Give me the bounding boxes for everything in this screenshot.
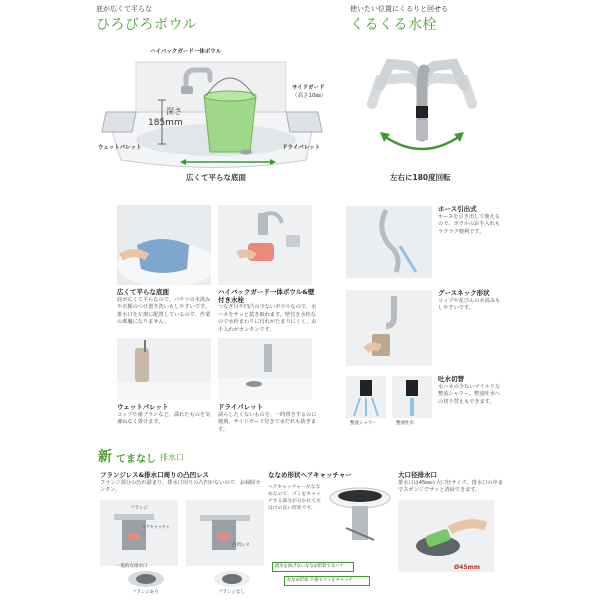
photo-dry-pallet-image — [218, 338, 312, 400]
label-drypallet: ドライパレット — [282, 145, 321, 151]
drain-c3-title: 大口径排水口 — [398, 471, 437, 479]
bowl-drawing — [96, 40, 326, 190]
large-drain-photo — [398, 500, 494, 572]
photo-b1-title: ホース引出式 — [438, 205, 477, 213]
drain-c2-text — [268, 472, 394, 480]
drain-title-a: てまなし — [116, 454, 156, 465]
photo-straight — [392, 376, 432, 418]
photo-hose-image — [346, 206, 432, 278]
drain-c1-text — [100, 472, 264, 495]
label-wetpallet: ウェットパレット — [98, 145, 142, 151]
drain-diameter: Ø45mm — [454, 564, 480, 571]
photo-straight-image — [392, 376, 432, 418]
photo-shower-image — [346, 376, 386, 418]
label-with-flange: フランジあり — [132, 590, 159, 595]
photo-b3-desc: 水ハネの少ないマイルドな整流シャワー。整流吐水への切り替えもできます。 — [438, 383, 501, 405]
photo-a3-text — [117, 404, 211, 427]
label-general: 一般的な排水口 — [116, 564, 148, 569]
label-flat: 凸凹レス — [232, 543, 250, 548]
label-depth-value: 185mm — [148, 118, 183, 128]
photo-shower — [346, 376, 386, 418]
photo-flat-bottom — [117, 205, 211, 285]
large-drain-image — [398, 500, 494, 572]
drain-c3-desc: 排水口は45㎜の大口径サイズ。排水口の中までスポンジでサッと清掃できます。 — [398, 479, 503, 494]
photo-b3-title: 吐水切替 — [438, 375, 464, 383]
photo-a1-text — [117, 289, 211, 327]
drain-new-badge: 新 — [98, 449, 112, 465]
drain-c1-desc: フランジ部分の汚れ溜まり、排水口周りの凸凹がないので、お掃除カンタン。 — [100, 479, 261, 494]
mini-shower-label: 整流シャワー — [350, 421, 377, 426]
photo-gooseneck-image — [346, 290, 432, 366]
photo-wet-pallet-image — [117, 338, 211, 400]
drain-c3-text — [398, 472, 504, 495]
sec1-title: ひろびろボウル — [96, 17, 198, 33]
photo-wet-pallet — [117, 338, 211, 400]
label-hair: ヘアキャッチャー — [142, 524, 170, 535]
photo-dry-pallet — [218, 338, 312, 400]
photo-b3-text — [438, 376, 502, 406]
label-highback: ハイバックガード一体ボウル — [150, 49, 222, 55]
photo-hose — [346, 206, 432, 278]
drain-without-flange-image — [212, 570, 252, 588]
photo-a4-desc: 濡らしたくないものを、一時置きするのに便利。サイドガード付きで水だれも防ぎます。 — [218, 411, 317, 433]
label-without-flange: フランジなし — [218, 590, 245, 595]
photo-a2-desc: つなぎ目や凹凸の少ないボウルなので、水ハネをサッと拭き取れます。壁付き水栓なので水栓まわりに汚れがたまりにくく、お手入れがカンタンです。 — [218, 304, 317, 333]
drain-with-flange-photo — [126, 570, 166, 588]
photo-a2-title: ハイバックガード一体ボウル&壁付き水栓 — [218, 288, 315, 304]
bowl-illustration — [96, 40, 326, 190]
photo-b2-title: グースネック形状 — [438, 289, 490, 297]
sec2-caption: 左右に180度回転 — [390, 173, 451, 182]
label-flange: フランジ — [130, 506, 148, 511]
drain-c2-title: ななめ形状ヘアキャッチャー — [268, 471, 352, 479]
faucet-rotation-illustration — [350, 44, 500, 174]
photo-a3-title: ウェットパレット — [117, 403, 169, 411]
drain-title-b: 排水口 — [160, 453, 184, 462]
photo-highback-image — [218, 205, 312, 285]
hair-catcher-illustration — [326, 484, 394, 560]
photo-a1-desc: 底が広くて平らなので、バケツの水汲みや衣類のつけ置き洗いもしやすいです。排水口を左奥に配置しているので、作業の邪魔になりません。 — [117, 296, 211, 326]
drain-compare-drawing — [100, 500, 264, 566]
photo-a1-title: 広くて平らな底面 — [117, 288, 169, 296]
photo-b2-desc: コップや花びんの水汲みもしやすいです。 — [438, 297, 501, 312]
mini-straight-label: 整流吐水 — [396, 421, 414, 426]
drain-with-flange-image — [126, 570, 166, 588]
drain-c1-title: フランジレス&排水口周りの凸凹レス — [100, 471, 209, 479]
note-catch: ななめ形状 下部でゴミをキャッチ — [284, 576, 370, 586]
hair-catcher-drawing — [326, 484, 394, 560]
note-flow: 流水を妨げないななめ形状で水ハケ — [272, 562, 354, 572]
faucet-drawing — [350, 44, 500, 174]
label-depth: 深さ — [166, 107, 182, 116]
photo-a4-title: ドライパレット — [218, 403, 264, 411]
photo-b2-text — [438, 290, 502, 313]
sec1-lead: 底が広くて平らな — [96, 5, 152, 13]
drain-without-flange-photo — [212, 570, 252, 588]
drain-c2-desc: ヘアキャッチャーがななめなので、ゴミをキャッチする部分が分かれて水はけの良い形状です。 — [268, 485, 321, 511]
photo-gooseneck — [346, 290, 432, 366]
sec1-caption: 広くて平らな底面 — [186, 173, 246, 182]
photo-flat-bottom-image — [117, 205, 211, 285]
photo-a3-desc: コップや歯ブラシなど、濡れたものを気兼ねなく置けます。 — [117, 411, 211, 426]
photo-a2-text — [218, 289, 318, 335]
label-sideguard: サイドガード — [292, 85, 325, 91]
label-sideguard-height: （高さ10㎜） — [292, 93, 327, 99]
sec2-lead: 使いたい位置にくるりと回せる — [350, 5, 448, 13]
photo-b1-text — [438, 206, 502, 236]
sec2-title: くるくる水栓 — [350, 17, 437, 33]
drain-compare-illustration — [100, 500, 264, 566]
photo-b1-desc: ホースを引き出して使えるので、ボウルのお手入れもラクラク便利です。 — [438, 213, 500, 235]
photo-highback-bowl — [218, 205, 312, 285]
photo-a4-text — [218, 404, 318, 434]
